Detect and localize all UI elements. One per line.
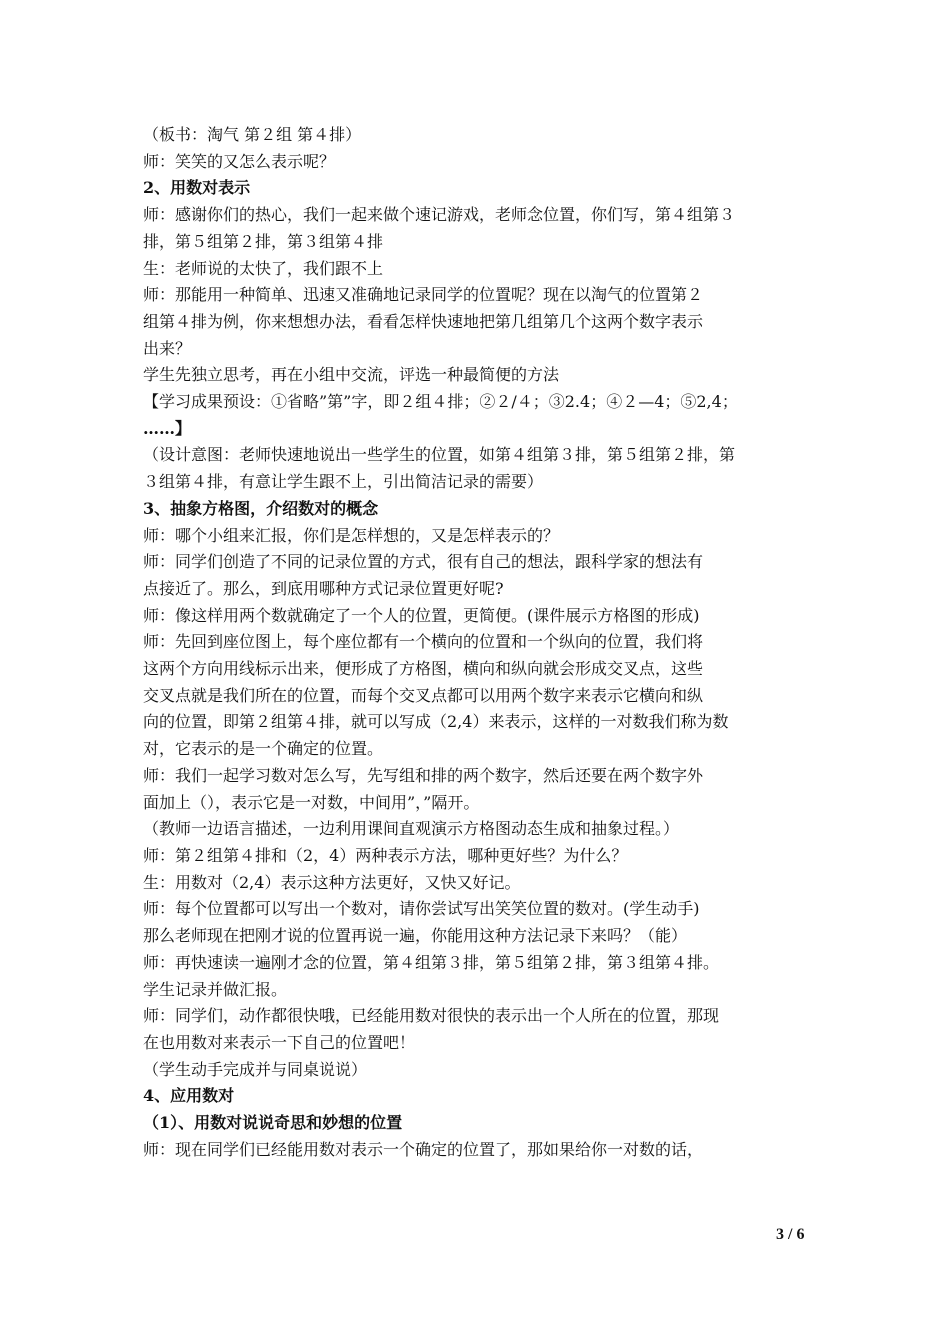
section-heading: ……】 [143,418,192,438]
text-line: 师：再快速读一遍刚才念的位置，第４组第３排，第５组第２排，第３组第４排。 [143,952,720,972]
text-line: 生：用数对（2,4）表示这种方法更好，又快又好记。 [143,872,521,892]
text-line: 师：我们一起学习数对怎么写，先写组和排的两个数字，然后还要在两个数字外 [143,765,704,785]
text-line: 出来？ [143,338,192,358]
text-line: 师：哪个小组来汇报，你们是怎样想的，又是怎样表示的？ [143,525,560,545]
text-line: 师：第２组第４排和（2，4）两种表示方法，哪种更好些？为什么？ [143,845,628,865]
text-line: （设计意图：老师快速地说出一些学生的位置，如第４组第３排，第５组第２排，第 [143,445,736,465]
text-line: 在也用数对来表示一下自己的位置吧！ [143,1032,416,1052]
text-line: 点接近了。那么，到底用哪种方式记录位置更好呢? [143,578,504,598]
section-heading: （1）、用数对说说奇思和妙想的位置 [143,1113,403,1133]
text-line: 生：老师说的太快了，我们跟不上 [143,258,384,278]
text-line: 向的位置，即第２组第４排，就可以写成（2,4）来表示，这样的一对数我们称为数 [143,712,729,732]
text-line: 交叉点就是我们所在的位置，而每个交叉点都可以用两个数字来表示它横向和纵 [143,685,704,705]
text-line: 【学习成果预设：①省略”第”字，即２组４排；②２/４；③2.4；④２—4；⑤2,4； [143,392,738,412]
section-heading: 4、应用数对 [143,1086,235,1106]
text-line: 对，它表示的是一个确定的位置。 [143,739,384,759]
text-line: （板书：淘气 第２组 第４排） [143,125,362,144]
page-number: 3 / 6 [776,1226,805,1243]
text-line: 师：同学们，动作都很快哦，已经能用数对很快的表示出一个人所在的位置，那现 [143,1006,720,1026]
section-heading: 3、抽象方格图，介绍数对的概念 [143,498,379,518]
text-line: 师：现在同学们已经能用数对表示一个确定的位置了，那如果给你一对数的话， [143,1139,704,1159]
text-line: 那么老师现在把刚才说的位置再说一遍，你能用这种方法记录下来吗？（能） [143,926,688,946]
text-line: 组第４排为例，你来想想办法，看看怎样快速地把第几组第几个这两个数字表示 [143,311,704,331]
text-line: 师：先回到座位图上，每个座位都有一个横向的位置和一个纵向的位置，我们将 [143,632,704,652]
text-line: 学生先独立思考，再在小组中交流，评选一种最简便的方法 [143,365,560,385]
text-line: （学生动手完成并与同桌说说） [143,1059,368,1079]
document-body [143,122,809,1163]
text-line: 师：感谢你们的热心，我们一起来做个速记游戏，老师念位置，你们写，第４组第３ [143,205,736,225]
text-line: 面加上（），表示它是一对数，中间用”，”隔开。 [143,792,480,812]
text-line: （教师一边语言描述，一边利用课间直观演示方格图动态生成和抽象过程。） [143,819,680,839]
text-line: 这两个方向用线标示出来，便形成了方格图，横向和纵向就会形成交叉点，这些 [143,659,704,679]
text-line: 师：每个位置都可以写出一个数对，请你尝试写出笑笑位置的数对。(学生动手) [143,899,700,919]
text-line: ３组第４排，有意让学生跟不上，引出简洁记录的需要） [143,472,544,492]
text-line: 师：笑笑的又怎么表示呢？ [143,151,336,171]
section-heading: 2、用数对表示 [143,178,251,198]
text-line: 学生记录并做汇报。 [143,979,288,999]
text-line: 师：像这样用两个数就确定了一个人的位置，更简便。(课件展示方格图的形成) [143,605,700,625]
text-line: 师：那能用一种简单、迅速又准确地记录同学的位置呢？现在以淘气的位置第２ [143,285,704,305]
text-line: 排，第５组第２排，第３组第４排 [143,231,384,251]
text-line: 师：同学们创造了不同的记录位置的方式，很有自己的想法，跟科学家的想法有 [143,552,704,572]
